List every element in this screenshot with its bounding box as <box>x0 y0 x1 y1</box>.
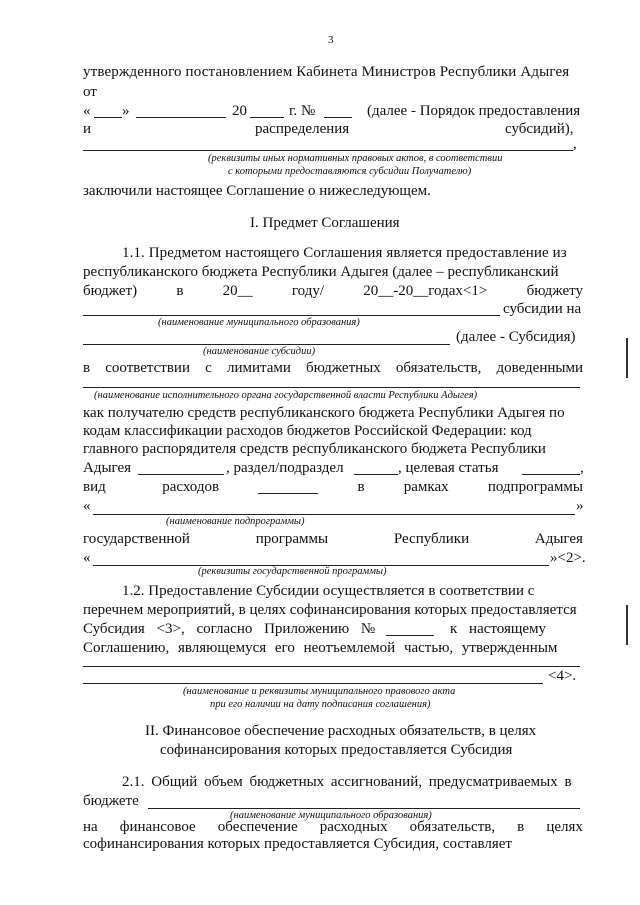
caption-act-1: (наименование и реквизиты муниципального правового акта <box>183 686 456 697</box>
subprogram-blank <box>93 514 575 515</box>
section-2-title-2: софинансирования которых предоставляется Субсидия <box>160 742 513 758</box>
mo-blank-2 <box>148 808 580 809</box>
p11-line-9: главного распорядителя средств республиканского бюджета Республики <box>83 441 546 457</box>
word: рамках <box>403 479 449 495</box>
article-label: , целевая статья <box>398 460 499 476</box>
caption-subprogram: (наименование подпрограммы) <box>166 516 305 527</box>
word: обязательств, <box>409 819 496 835</box>
p11-line-8: кодам классификации расходов бюджетов Российской Федерации: код <box>83 423 532 439</box>
p12-line-3-start: Субсидия <3>, согласно Приложению № <box>83 621 376 637</box>
p11-line-7: как получателю средств республиканского бюджета Республики Адыгея по <box>83 405 565 421</box>
word: расходов <box>162 479 220 495</box>
word: вид <box>83 479 106 495</box>
comma: , <box>580 460 584 476</box>
word: обеспечение <box>217 819 298 835</box>
word: Республики <box>393 531 470 547</box>
section-label: , раздел/подраздел <box>226 460 344 476</box>
p21-line-1: 2.1. Общий объем бюджетных ассигнований, предусматриваемых в <box>122 774 572 790</box>
word: расходных <box>319 819 388 835</box>
word: в <box>83 360 91 376</box>
grbs-code-blank <box>138 474 224 475</box>
organ-blank <box>83 387 580 388</box>
subsidy-name-blank <box>83 344 450 345</box>
scan-mark <box>626 605 628 645</box>
open-quote: « <box>83 498 91 514</box>
intro-line-1: утвержденного постановлением Кабинета Министров Республики Адыгея <box>83 64 570 80</box>
article-code-blank <box>522 474 580 475</box>
word: подпрограммы <box>487 479 583 495</box>
intro-conclusion: заключили настоящее Соглашение о нижеследующем. <box>83 183 431 199</box>
word: в <box>176 283 184 299</box>
caption-other-acts-1: (реквизиты иных нормативных правовых актов, в соответствии <box>208 153 503 164</box>
subsidy-def: (далее - Субсидия) <box>456 329 576 345</box>
year-blank <box>250 117 284 118</box>
word: 20__ <box>222 283 253 299</box>
intro-paren-start: (далее - Порядок предоставления <box>367 103 581 119</box>
subsidy-for: субсидии на <box>503 301 582 317</box>
month-blank <box>136 117 226 118</box>
close-quote: » <box>576 498 584 514</box>
word: государственной <box>83 531 190 547</box>
section-1-title: I. Предмет Соглашения <box>250 215 400 231</box>
caption-act-2: при его наличии на дату подписания соглашения) <box>210 699 431 710</box>
p12-line-4: Соглашению, являющемуся его неотъемлемой частью, утвержденным <box>83 640 558 656</box>
caption-subsidy: (наименование субсидии) <box>203 346 316 357</box>
word: бюджетных <box>306 360 381 376</box>
intro-line-2: от <box>83 84 97 100</box>
word: году/ <box>291 283 325 299</box>
scan-mark <box>626 338 628 378</box>
number-blank <box>324 117 352 118</box>
p11-line-11 <box>83 479 583 496</box>
act-blank-1 <box>83 666 580 667</box>
word: Адыгея <box>534 531 583 547</box>
word: обязательств, <box>395 360 482 376</box>
mo-blank <box>83 315 500 316</box>
caption-other-acts-2: с которыми предоставляются субсидии Получателю) <box>228 166 472 177</box>
subsidies-word: субсидий), <box>505 121 574 137</box>
p12-line-2: перечнем мероприятий, в целях софинансирования которых предоставляется <box>83 602 577 618</box>
caption-organ: (наименование исполнительного органа государственной власти Республики Адыгея) <box>94 390 478 401</box>
p21-line-3 <box>83 819 583 836</box>
other-acts-blank <box>83 150 573 151</box>
caption-mo: (наименование муниципального образования) <box>158 317 360 328</box>
p11-line-2: республиканского бюджета Республики Адыгея (далее – республиканский <box>83 264 559 280</box>
close-quote-ref: »<2>. <box>550 550 586 566</box>
act-blank-2 <box>83 683 543 684</box>
year-prefix: 20 <box>232 103 247 119</box>
close-quote: » <box>122 103 130 119</box>
expense-type-blank <box>258 479 318 494</box>
section-2-title-1: II. Финансовое обеспечение расходных обязательств, в целях <box>145 723 537 739</box>
p11-line-3 <box>83 283 583 300</box>
comma: , <box>573 136 577 152</box>
p12-line-1: 1.2. Предоставление Субсидии осуществляется в соответствии с <box>122 583 535 599</box>
p12-line-3-end: к настоящему <box>450 621 547 637</box>
section-code-blank <box>354 474 398 475</box>
caption-mo-2: (наименование муниципального образования) <box>230 810 432 821</box>
word: в <box>357 479 365 495</box>
p11-line-6 <box>83 360 583 377</box>
word: программы <box>255 531 329 547</box>
word: в <box>517 819 525 835</box>
ref-4: <4>. <box>548 668 577 684</box>
number-label: г. № <box>289 103 316 119</box>
caption-program: (реквизиты государственной программы) <box>198 566 387 577</box>
day-blank <box>94 117 122 118</box>
adygea-word: Адыгея <box>83 460 132 476</box>
appendix-number-blank <box>386 635 434 636</box>
word: на <box>83 819 98 835</box>
open-quote: « <box>83 103 91 119</box>
distribution-word: распределения <box>255 121 350 137</box>
open-quote: « <box>83 550 91 566</box>
word: соответствии <box>105 360 190 376</box>
conj-and: и <box>83 121 92 137</box>
word: доведенными <box>496 360 583 376</box>
word: финансовое <box>119 819 196 835</box>
word: лимитами <box>226 360 291 376</box>
page-number: 3 <box>328 34 334 46</box>
word: с <box>205 360 212 376</box>
p11-line-13 <box>83 531 583 548</box>
p21-line-4: софинансирования которых предоставляется Субсидия, составляет <box>83 836 512 852</box>
budget-word: бюджете <box>83 793 139 809</box>
word: целях <box>546 819 583 835</box>
word: бюджет) <box>83 283 138 299</box>
word: бюджету <box>526 283 583 299</box>
word: 20__-20__годах<1> <box>363 283 488 299</box>
p11-line-1: 1.1. Предметом настоящего Соглашения является предоставление из <box>122 245 567 261</box>
